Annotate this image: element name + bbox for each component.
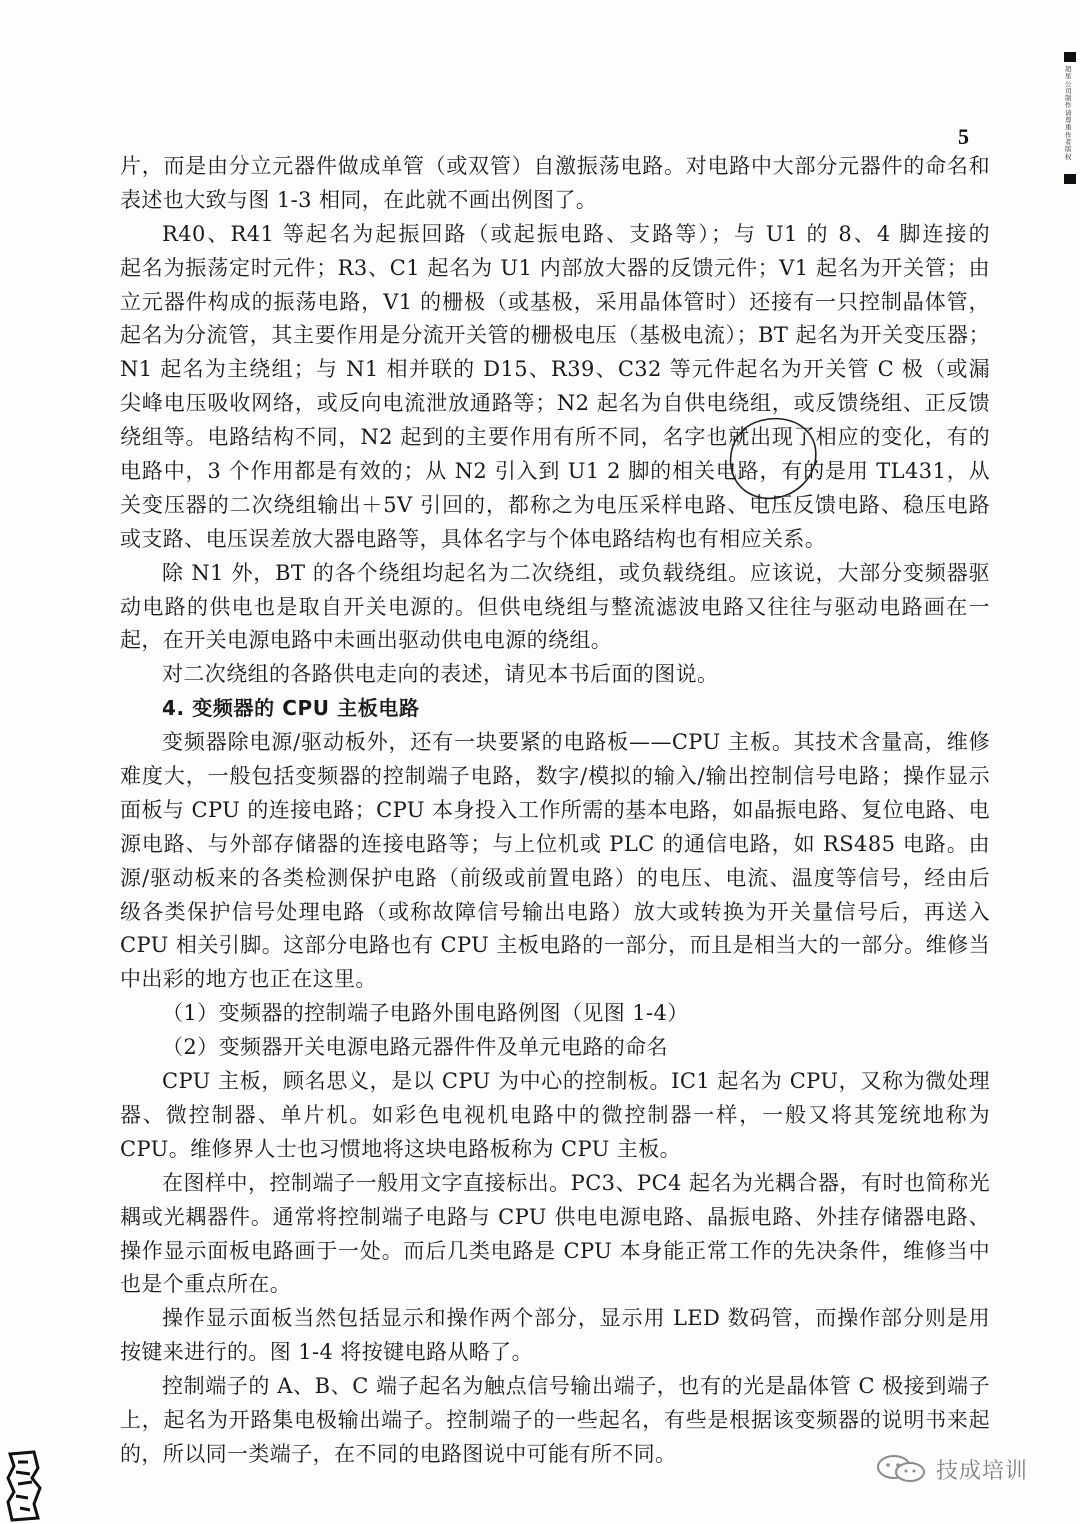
text-line: 表述也大致与图 1-3 相同，在此就不画出例图了。 [120,187,598,212]
text-line: 电路中，3 个作用都是有效的；从 N2 引入到 U1 2 脚的相关电路，有的是用 TL431，从 [120,459,990,484]
text-line: 上，起名为开路集电极输出端子。控制端子的一些起名，有些是根据该变频器的说明书来起 [120,1407,990,1432]
text-line: 尖峰电压吸收网络，或反向电流泄放通路等；N2 起名为自供电绕组，或反馈绕组、正反馈 [120,391,990,416]
text-line: 起名为分流管，其主要作用是分流开关管的栅极电压（基极电流）；BT 起名为开关变压器； [120,323,990,348]
text-line: 耦或光耦器件。通常将控制端子电路与 CPU 供电电源电路、晶振电路、外挂存储器电路、 [120,1204,990,1229]
text-line: R40、R41 等起名为起振回路（或起振电路、支路等）；与 U1 的 8、4 脚连接的 [162,221,990,246]
handwritten-circle-mark [723,410,821,506]
text-line: 关变压器的二次绕组输出＋5V 引回的，都称之为电压采样电路、电压反馈电路、稳压电路 [120,492,990,517]
text-line: 级各类保护信号处理电路（或称故障信号输出电路）放大或转换为开关量信号后，再送入 [120,899,990,924]
text-line: 立元器件构成的振荡电路，V1 的栅极（或基极，采用晶体管时）还接有一只控制晶体管， [120,289,990,314]
text-line: 片，而是由分立元器件做成单管（或双管）自激振荡电路。对电路中大部分元器件的命名和 [120,154,990,178]
text-line: CPU 相关引脚。这部分电路也有 CPU 主板电路的一部分，而且是相当大的一部分。维修当 [120,933,990,958]
page-number: 5 [958,124,969,149]
text-line: CPU 主板，顾名思义，是以 CPU 为中心的控制板。IC1 起名为 CPU，又称为微处理 [162,1069,990,1094]
text-line: 的，所以同一类端子，在不同的电路图说中可能有所不同。 [120,1441,677,1466]
text-line: 在图样中，控制端子一般用文字直接标出。PC3、PC4 起名为光耦合器，有时也简称光 [162,1170,990,1195]
text-line: （1）变频器的控制端子电路外围电路例图（见图 1-4） [162,1001,689,1026]
text-line: 按键来进行的。图 1-4 将按键电路从略了。 [120,1340,533,1365]
wechat-icon [876,1454,928,1484]
text-line: 操作显示面板电路画于一处。而后几类电路是 CPU 本身能正常工作的先决条件，维修当中 [120,1238,990,1263]
side-tab-text: 超星公司制作请尊重作者版权 [1065,65,1072,161]
text-line: 源电路、与外部存储器的连接电路等；与上位机或 PLC 的通信电路，如 RS485 电路。由 [120,831,990,856]
side-tab [1062,52,1080,184]
text-line: 控制端子的 A、B、C 端子起名为触点信号输出端子，也有的光是晶体管 C 极接到端子 [162,1374,990,1399]
text-line: 除 N1 外，BT 的各个绕组均起名为二次绕组，或负载绕组。应该说，大部分变频器驱 [162,560,990,585]
watermark-text: 技成培训 [936,1458,1029,1484]
text-line: 起名为振荡定时元件；R3、C1 起名为 U1 内部放大器的反馈元件；V1 起名为开关管；由 [120,255,990,280]
text-line: 也是个重点所在。 [120,1272,292,1297]
text-line: 操作显示面板当然包括显示和操作两个部分，显示用 LED 数码管，而操作部分则是用 [162,1306,990,1331]
watermark [876,1452,1028,1486]
text-line: 难度大，一般包括变频器的控制端子电路，数字/模拟的输入/输出控制信号电路；操作显示 [120,764,990,789]
text-line: 器、微控制器、单片机。如彩色电视机电路中的微控制器一样，一般又将其笼统地称为 [120,1102,990,1127]
text-line: 对二次绕组的各路供电走向的表述，请见本书后面的图说。 [162,662,719,687]
text-line: CPU。维修界人士也习惯地将这块电路板称为 CPU 主板。 [120,1136,682,1161]
text-line: 中出彩的地方也正在这里。 [120,967,377,992]
text-line: 动电路的供电也是取自开关电源的。但供电绕组与整流滤波电路又往往与驱动电路画在一 [120,594,990,619]
side-tab-bar-top [1064,52,1076,62]
body-text [120,150,990,1472]
text-line: 面板与 CPU 的连接电路；CPU 本身投入工作所需的基本电路，如晶振电路、复位电路、电 [120,797,990,822]
text-line: 绕组等。电路结构不同，N2 起到的主要作用有所不同，名字也就出现了相应的变化，有的 [120,425,990,450]
section-heading: 4. 变频器的 CPU 主板电路 [162,696,420,721]
text-line: 变频器除电源/驱动板外，还有一块要紧的电路板——CPU 主板。其技术含量高，维修 [162,730,990,755]
text-line: 源/驱动板来的各类检测保护电路（前级或前置电路）的电压、电流、温度等信号，经由后 [120,865,990,890]
text-line: N1 起名为主绕组；与 N1 相并联的 D15、R39、C32 等元件起名为开关管 C 极（或漏 [120,357,990,382]
text-line: 或支路、电压误差放大器电路等，具体名字与个体电路结构也有相应关系。 [120,526,827,551]
side-tab-bar-bottom [1064,174,1076,184]
text-line: （2）变频器开关电源电路元器件件及单元电路的命名 [162,1035,668,1060]
publisher-stamp-icon [4,1448,44,1524]
text-line: 起，在开关电源电路中未画出驱动供电电源的绕组。 [120,628,613,653]
